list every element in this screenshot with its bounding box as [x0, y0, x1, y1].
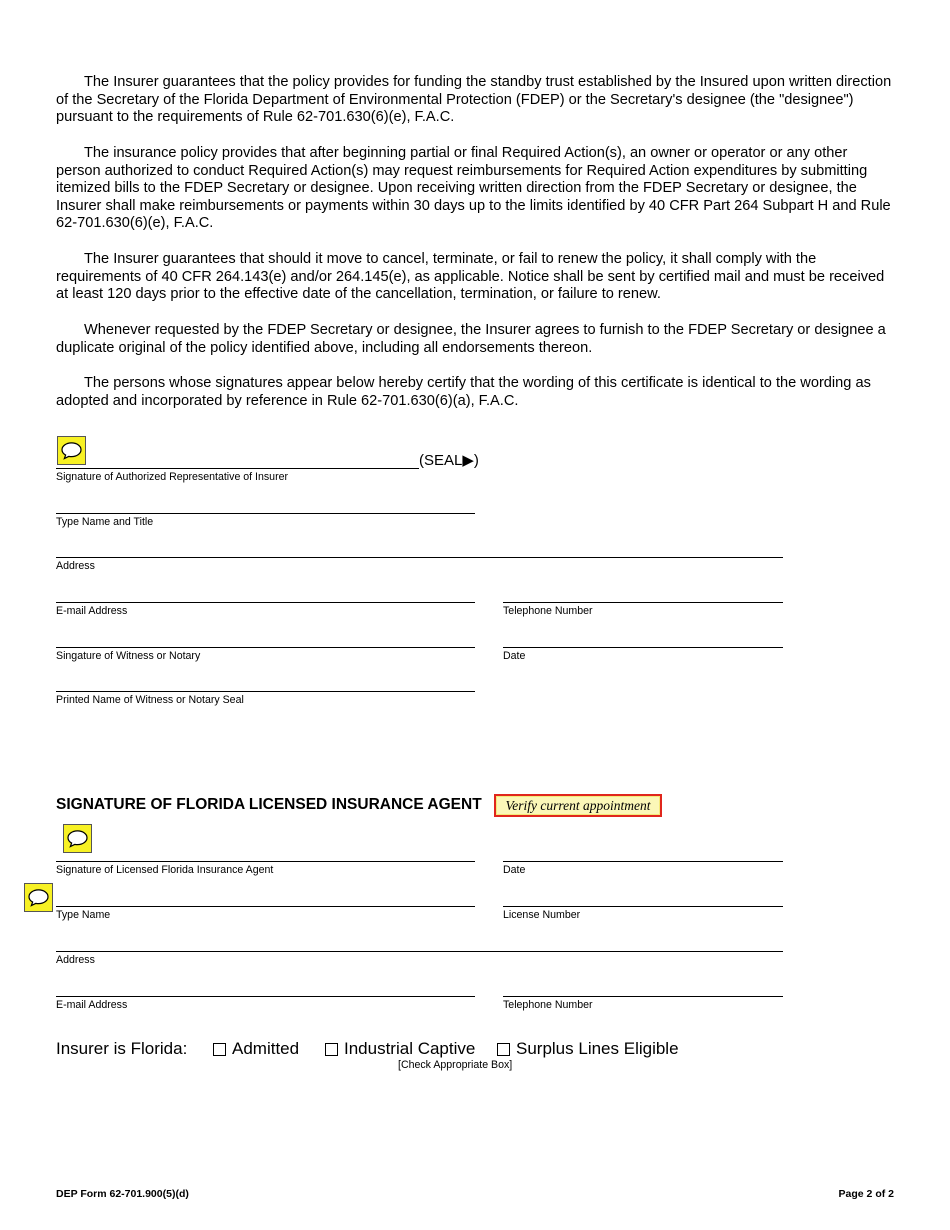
- insurer-telephone-label: Telephone Number: [503, 605, 593, 617]
- verify-appointment-note[interactable]: Verify current appointment: [494, 794, 662, 817]
- insurer-address-line[interactable]: [56, 557, 783, 558]
- insurer-email-label: E-mail Address: [56, 605, 128, 617]
- name-title-label: Type Name and Title: [56, 516, 154, 528]
- witness-name-line[interactable]: [56, 691, 475, 692]
- agent-license-line[interactable]: [503, 906, 783, 907]
- checkbox-box[interactable]: [213, 1043, 226, 1056]
- witness-signature-line[interactable]: [56, 647, 475, 648]
- agent-email-label: E-mail Address: [56, 999, 128, 1011]
- checkbox-label: Surplus Lines Eligible: [516, 1039, 679, 1058]
- paragraph-certification: The persons whose signatures appear below hereby certify that the wording of this certificate is identical to the wording as adopted and incorporated by reference in Rule 62-701.630(6)(a), F.A.C.: [56, 375, 871, 409]
- checkbox-surplus-lines[interactable]: [497, 1039, 679, 1059]
- insurer-signature-line[interactable]: [56, 468, 419, 469]
- check-instruction: [Check Appropriate Box]: [398, 1059, 513, 1071]
- paragraph-reimbursements: The insurance policy provides that after beginning partial or final Required Action(s), an owner or operator or any other person authorized to conduct Required Action(s) may request reimbursements for Required Action expenditures by submitting itemized bills to the FDEP Secretary or designee. Upon receiving written direction from the FDEP Secretary or designee, the Insurer shall make reimbursements or payments within 30 days up to the limits identified by 40 CFR Part 264 Subpart H and Rule 62-701.630(6)(e), F.A.C.: [56, 145, 891, 232]
- paragraph-cancellation: The Insurer guarantees that should it move to cancel, terminate, or fail to renew the policy, it shall comply with the requirements of 40 CFR 264.143(e) and/or 264.145(e), as applicable. Notice shall be sent by certified mail and must be received at least 120 days prior to the effective date of the cancellation, termination, or failure to renew.: [56, 251, 885, 303]
- agent-address-label: Address: [56, 954, 95, 966]
- speech-bubble-icon[interactable]: [57, 436, 86, 465]
- insurer-signature-label: Signature of Authorized Representative of Insurer: [56, 471, 289, 483]
- agent-email-line[interactable]: [56, 996, 475, 997]
- seal-marker: (SEAL▶): [419, 452, 479, 469]
- speech-bubble-icon[interactable]: [24, 883, 53, 912]
- insurer-type-label: Insurer is Florida:: [56, 1039, 188, 1058]
- agent-address-line[interactable]: [56, 951, 783, 952]
- agent-signature-line[interactable]: [56, 861, 475, 862]
- witness-signature-label: Singature of Witness or Notary: [56, 650, 201, 662]
- page-number: Page 2 of 2: [838, 1188, 894, 1200]
- checkbox-label: Admitted: [232, 1039, 300, 1058]
- checkbox-admitted[interactable]: [213, 1039, 299, 1059]
- insurer-address-label: Address: [56, 560, 95, 572]
- insurer-email-line[interactable]: [56, 602, 475, 603]
- name-title-line[interactable]: [56, 513, 475, 514]
- speech-bubble-icon[interactable]: [63, 824, 92, 853]
- agent-signature-label: Signature of Licensed Florida Insurance Agent: [56, 864, 274, 876]
- form-id: DEP Form 62-701.900(5)(d): [56, 1188, 189, 1200]
- paragraph-standby-trust: The Insurer guarantees that the policy provides for funding the standby trust established by the Insured upon written direction of the Secretary of the Florida Department of Environmental Protection (FDEP) or the Secretary's designee (the "designee") pursuant to the requirements of Rule 62-701.630(6)(e), F.A.C.: [56, 74, 892, 126]
- checkbox-box[interactable]: [497, 1043, 510, 1056]
- agent-date-label: Date: [503, 864, 526, 876]
- checkbox-label: Industrial Captive: [344, 1039, 476, 1058]
- paragraph-duplicate-original: Whenever requested by the FDEP Secretary or designee, the Insurer agrees to furnish to the FDEP Secretary or designee a duplicate original of the policy identified above, including all endorsements thereon.: [56, 322, 886, 356]
- agent-name-label: Type Name: [56, 909, 111, 921]
- agent-telephone-label: Telephone Number: [503, 999, 593, 1011]
- witness-date-line[interactable]: [503, 647, 783, 648]
- agent-name-line[interactable]: [56, 906, 475, 907]
- checkbox-box[interactable]: [325, 1043, 338, 1056]
- agent-telephone-line[interactable]: [503, 996, 783, 997]
- agent-license-label: License Number: [503, 909, 581, 921]
- agent-date-line[interactable]: [503, 861, 783, 862]
- witness-name-label: Printed Name of Witness or Notary Seal: [56, 694, 244, 706]
- witness-date-label: Date: [503, 650, 526, 662]
- checkbox-industrial-captive[interactable]: [325, 1039, 475, 1059]
- agent-section-heading: SIGNATURE OF FLORIDA LICENSED INSURANCE AGENT: [56, 796, 482, 813]
- insurer-telephone-line[interactable]: [503, 602, 783, 603]
